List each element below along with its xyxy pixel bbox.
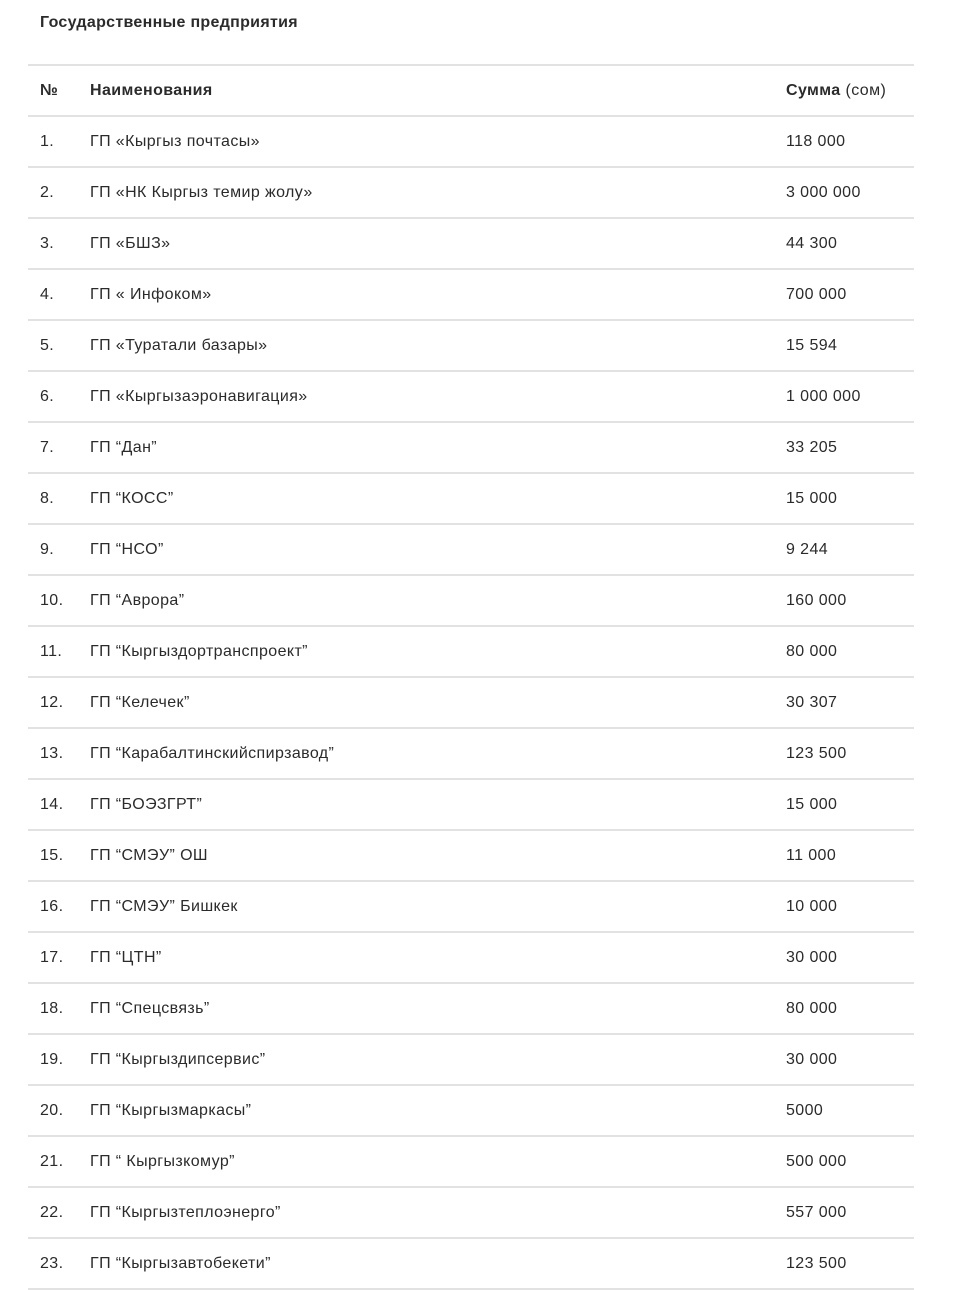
row-name: ГП “Кыргыздипсервис” (90, 1034, 786, 1085)
row-sum: 33 205 (786, 422, 914, 473)
row-sum: 15 000 (786, 779, 914, 830)
row-name: ГП «Туратали базары» (90, 320, 786, 371)
row-sum: 5000 (786, 1085, 914, 1136)
row-sum: 30 307 (786, 677, 914, 728)
table-row (28, 116, 914, 167)
table-row (28, 575, 914, 626)
row-sum: 80 000 (786, 983, 914, 1034)
row-number: 13. (28, 728, 90, 779)
row-sum: 557 000 (786, 1187, 914, 1238)
table-row (28, 932, 914, 983)
row-number: 20. (28, 1085, 90, 1136)
row-name: ГП “НСО” (90, 524, 786, 575)
row-name: ГП “Келечек” (90, 677, 786, 728)
row-number: 18. (28, 983, 90, 1034)
header-name: Наименования (90, 65, 786, 116)
row-number: 10. (28, 575, 90, 626)
row-sum: 15 594 (786, 320, 914, 371)
table-row (28, 1187, 914, 1238)
row-sum: 11 000 (786, 830, 914, 881)
row-name: ГП “СМЭУ” ОШ (90, 830, 786, 881)
table-header (28, 65, 914, 116)
table-row (28, 779, 914, 830)
row-number: 19. (28, 1034, 90, 1085)
row-name: ГП “Кыргызтеплоэнерго” (90, 1187, 786, 1238)
table-row (28, 983, 914, 1034)
row-sum: 80 000 (786, 626, 914, 677)
row-sum: 118 000 (786, 116, 914, 167)
header-row (28, 65, 914, 116)
row-sum: 10 000 (786, 881, 914, 932)
row-number: 23. (28, 1238, 90, 1289)
table-row (28, 677, 914, 728)
row-name: ГП «НК Кыргыз темир жолу» (90, 167, 786, 218)
table-row (28, 1034, 914, 1085)
row-name: ГП “БОЭЗГРТ” (90, 779, 786, 830)
row-sum: 30 000 (786, 1034, 914, 1085)
row-number: 12. (28, 677, 90, 728)
table-row (28, 422, 914, 473)
row-name: ГП “ЦТН” (90, 932, 786, 983)
row-sum: 44 300 (786, 218, 914, 269)
row-name: ГП “Дан” (90, 422, 786, 473)
header-sum-label: Сумма (786, 81, 841, 99)
row-name: ГП “СМЭУ” Бишкек (90, 881, 786, 932)
row-sum: 1 000 000 (786, 371, 914, 422)
table-row (28, 473, 914, 524)
row-name: ГП “Спецсвязь” (90, 983, 786, 1034)
row-number: 4. (28, 269, 90, 320)
table-row (28, 218, 914, 269)
row-name: ГП «Кыргызаэронавигация» (90, 371, 786, 422)
table-row (28, 371, 914, 422)
row-number: 11. (28, 626, 90, 677)
table-row (28, 1238, 914, 1289)
enterprises-table (28, 64, 914, 1290)
table-row (28, 167, 914, 218)
row-name: ГП “ Кыргызкомур” (90, 1136, 786, 1187)
row-number: 6. (28, 371, 90, 422)
row-number: 14. (28, 779, 90, 830)
row-sum: 500 000 (786, 1136, 914, 1187)
table-row (28, 830, 914, 881)
header-sum-unit: (сом) (845, 81, 887, 99)
row-sum: 9 244 (786, 524, 914, 575)
row-name: ГП «БШЗ» (90, 218, 786, 269)
table-row (28, 728, 914, 779)
row-number: 5. (28, 320, 90, 371)
row-sum: 3 000 000 (786, 167, 914, 218)
table-row (28, 524, 914, 575)
row-number: 1. (28, 116, 90, 167)
row-sum: 123 500 (786, 728, 914, 779)
row-name: ГП “Аврора” (90, 575, 786, 626)
table-row (28, 626, 914, 677)
table-row (28, 1085, 914, 1136)
header-number: № (28, 65, 90, 116)
row-name: ГП “Кыргыздортранспроект” (90, 626, 786, 677)
table-row (28, 320, 914, 371)
row-number: 2. (28, 167, 90, 218)
table-row (28, 881, 914, 932)
header-sum (786, 65, 914, 116)
row-sum: 30 000 (786, 932, 914, 983)
row-number: 22. (28, 1187, 90, 1238)
row-number: 8. (28, 473, 90, 524)
row-name: ГП “Карабалтинскийспирзавод” (90, 728, 786, 779)
row-name: ГП «Кыргыз почтасы» (90, 116, 786, 167)
row-sum: 700 000 (786, 269, 914, 320)
row-number: 7. (28, 422, 90, 473)
table-row (28, 1136, 914, 1187)
row-number: 16. (28, 881, 90, 932)
page-title: Государственные предприятия (40, 14, 298, 31)
row-number: 21. (28, 1136, 90, 1187)
row-number: 17. (28, 932, 90, 983)
row-number: 15. (28, 830, 90, 881)
row-sum: 123 500 (786, 1238, 914, 1289)
table-body (28, 116, 914, 1289)
table-row (28, 269, 914, 320)
row-number: 3. (28, 218, 90, 269)
row-sum: 160 000 (786, 575, 914, 626)
row-name: ГП “Кыргызавтобекети” (90, 1238, 786, 1289)
row-name: ГП “КОСС” (90, 473, 786, 524)
row-name: ГП “Кыргызмаркасы” (90, 1085, 786, 1136)
row-sum: 15 000 (786, 473, 914, 524)
row-number: 9. (28, 524, 90, 575)
row-name: ГП « Инфоком» (90, 269, 786, 320)
